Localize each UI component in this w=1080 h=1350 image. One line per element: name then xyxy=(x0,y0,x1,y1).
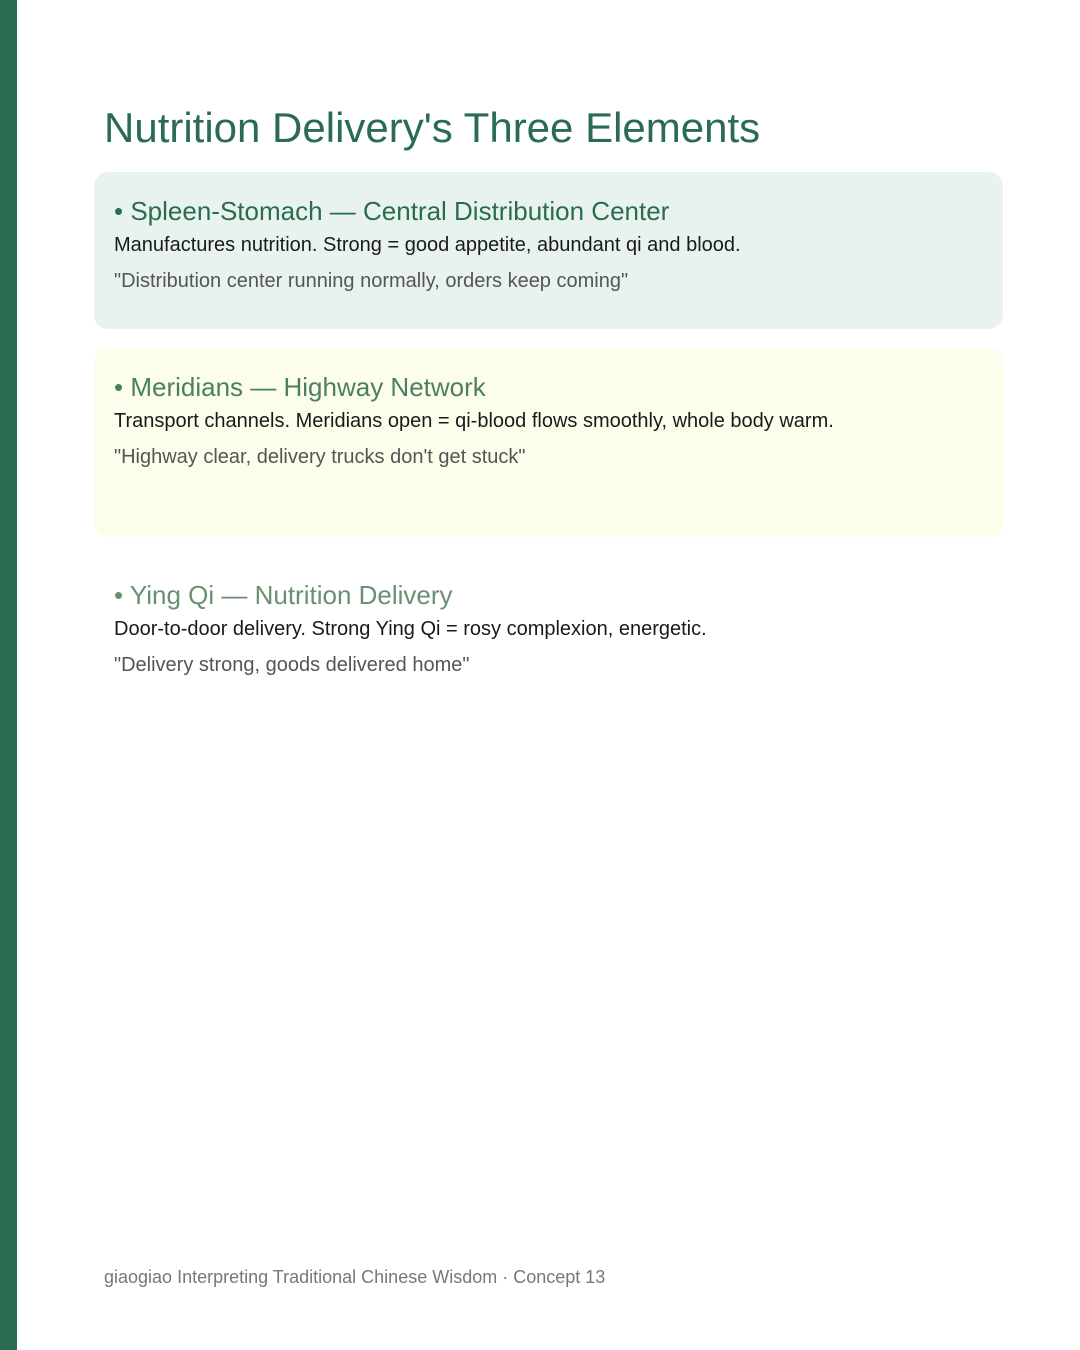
card-quote: "Highway clear, delivery trucks don't get stuck" xyxy=(114,446,526,468)
card-body: Transport channels. Meridians open = qi-blood flows smoothly, whole body warm. xyxy=(114,410,834,432)
card-quote: "Delivery strong, goods delivered home" xyxy=(114,654,470,676)
card-spleen-stomach xyxy=(94,172,1003,329)
card-meridians xyxy=(94,348,1003,537)
page-title: Nutrition Delivery's Three Elements xyxy=(104,104,761,151)
card-body: Door-to-door delivery. Strong Ying Qi = rosy complexion, energetic. xyxy=(114,618,707,640)
card-heading: • Meridians — Highway Network xyxy=(114,372,486,402)
left-accent-bar xyxy=(0,0,17,1350)
card-heading: • Ying Qi — Nutrition Delivery xyxy=(114,580,453,610)
card-heading: • Spleen-Stomach — Central Distribution Center xyxy=(114,196,670,226)
card-quote: "Distribution center running normally, orders keep coming" xyxy=(114,270,629,292)
footer-caption: giaogiao Interpreting Traditional Chinese Wisdom · Concept 13 xyxy=(104,1267,606,1287)
card-body: Manufactures nutrition. Strong = good appetite, abundant qi and blood. xyxy=(114,234,741,256)
card-ying-qi xyxy=(94,556,1003,706)
